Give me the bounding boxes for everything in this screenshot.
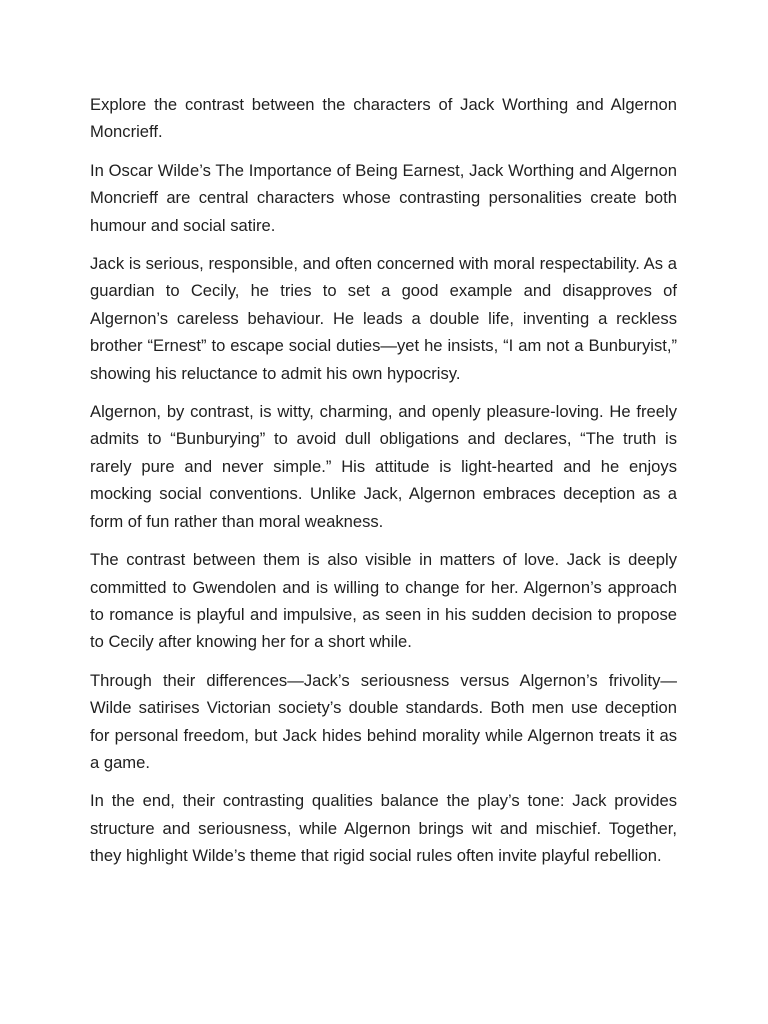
paragraph-satire: Through their differences—Jack’s seriousness versus Algernon’s frivolity—Wilde satirises Victorian society’s double standards. Both men use deception for personal freedom, but Jack hides behind morality while Algernon treats it as a game. <box>90 670 677 772</box>
paragraph-jack: Jack is serious, responsible, and often concerned with moral respectability. As a guardian to Cecily, he tries to set a good example and disapproves of Algernon’s careless behaviour. He leads a double life, inventing a reckless brother “Ernest” to escape social duties—yet he insists, “I am not a Bunburyist,” showing his reluctance to admit his own hypocrisy. <box>90 254 677 383</box>
document-body <box>90 91 677 881</box>
essay-question: Explore the contrast between the characters of Jack Worthing and Algernon Moncrieff. <box>90 95 677 142</box>
paragraph-love: The contrast between them is also visible in matters of love. Jack is deeply committed to Gwendolen and is willing to change for her. Algernon’s approach to romance is playful and impulsive, as seen in his sudden decision to propose to Cecily after knowing her for a short while. <box>90 550 677 652</box>
paragraph-algernon: Algernon, by contrast, is witty, charming, and openly pleasure-loving. He freely admits to “Bunburying” to avoid dull obligations and declares, “The truth is rarely pure and never simple.” His attitude is light-hearted and he enjoys mocking social conventions. Unlike Jack, Algernon embraces deception as a form of fun rather than moral weakness. <box>90 402 677 531</box>
paragraph-conclusion: In the end, their contrasting qualities balance the play’s tone: Jack provides structure and seriousness, while Algernon brings wit and mischief. Together, they highlight Wilde’s theme that rigid social rules often invite playful rebellion. <box>90 791 677 866</box>
paragraph-introduction: In Oscar Wilde’s The Importance of Being Earnest, Jack Worthing and Algernon Moncrieff are central characters whose contrasting personalities create both humour and social satire. <box>90 160 677 235</box>
